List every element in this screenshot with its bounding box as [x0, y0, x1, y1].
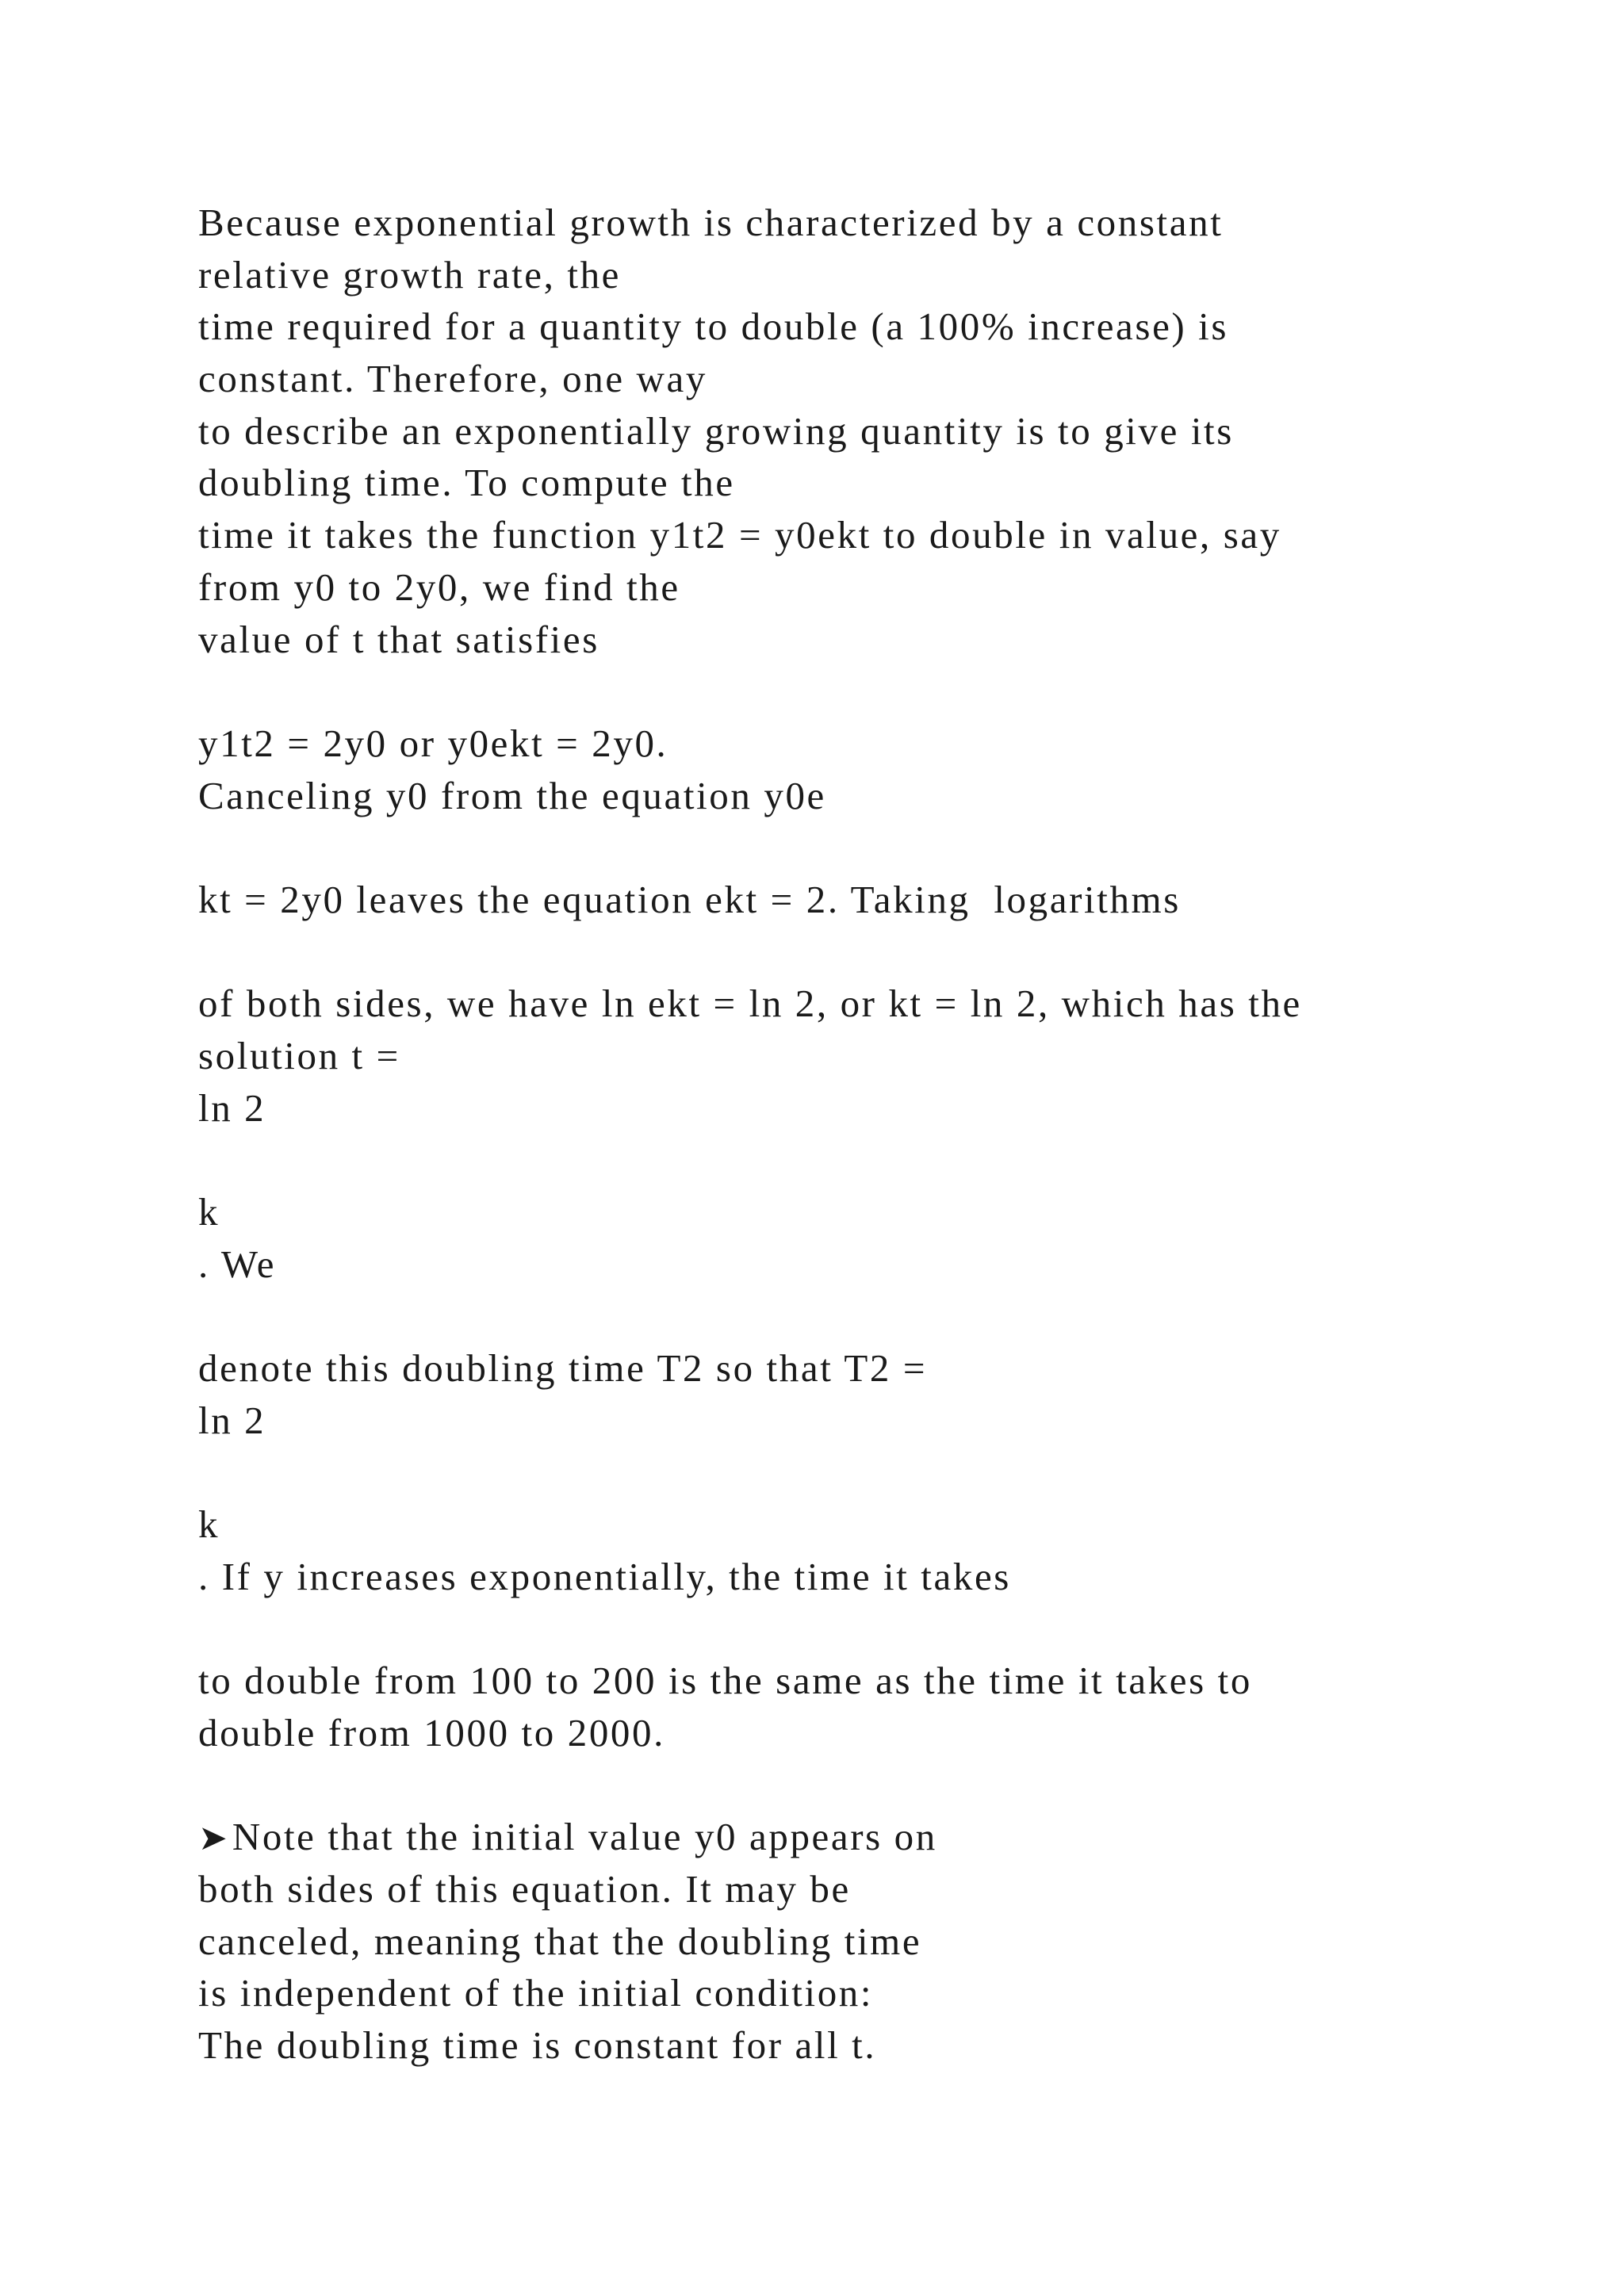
blank-line [198, 1759, 1546, 1812]
text-line [198, 1186, 1546, 1238]
blank-line [198, 821, 1546, 874]
line-text: . We [198, 1242, 277, 1286]
line-text: value of t that satisfies [198, 617, 599, 661]
text-line [198, 561, 1546, 614]
text-line [198, 353, 1546, 405]
text-line [198, 1551, 1546, 1603]
line-text: k [198, 1190, 220, 1234]
blank-line [198, 1134, 1546, 1186]
line-text: constant. Therefore, one way [198, 357, 707, 401]
line-text: time it takes the function y1t2 = y0ekt to double in value, say [198, 513, 1281, 557]
line-text: doubling time. To compute the [198, 461, 735, 505]
line-text: to double from 100 to 200 is the same as the time it takes to [198, 1659, 1252, 1703]
line-text: time required for a quantity to double (a 100% increase) is [198, 304, 1229, 349]
arrow-bullet-icon: ➤ [198, 1818, 228, 1859]
text-line [198, 1238, 1546, 1291]
line-text: Canceling y0 from the equation y0e [198, 773, 826, 817]
line-text: Note that the initial value y0 appears on [232, 1815, 937, 1859]
line-text: y1t2 = 2y0 or y0ekt = 2y0. [198, 721, 668, 765]
text-line [198, 1863, 1546, 1915]
line-text: . If y increases exponentially, the time it takes [198, 1554, 1011, 1598]
line-text: denote this doubling time T2 so that T2 = [198, 1346, 928, 1391]
line-text: k [198, 1502, 220, 1547]
blank-line [198, 665, 1546, 718]
text-line [198, 1395, 1546, 1447]
text-line [198, 874, 1546, 926]
line-text: ln 2 [198, 1085, 266, 1130]
text-line [198, 1707, 1546, 1759]
text-line [198, 1342, 1546, 1395]
line-text: of both sides, we have ln ekt = ln 2, or kt = ln 2, which has the [198, 982, 1302, 1026]
text-line [198, 770, 1546, 822]
line-text: kt = 2y0 leaves the equation ekt = 2. Taking logarithms [198, 877, 1181, 921]
line-text: is independent of the initial condition: [198, 1971, 874, 2015]
line-text: The doubling time is constant for all t. [198, 2023, 877, 2068]
document-text [198, 197, 1546, 2072]
blank-line [198, 926, 1546, 978]
text-line [198, 249, 1546, 301]
text-line [198, 405, 1546, 457]
text-line [198, 197, 1546, 249]
text-line [198, 1655, 1546, 1707]
text-line [198, 718, 1546, 770]
line-text: Because exponential growth is characterized by a constant [198, 201, 1224, 244]
text-line [198, 1915, 1546, 1968]
text-line [198, 978, 1546, 1030]
blank-line [198, 1290, 1546, 1342]
text-line [198, 300, 1546, 353]
blank-line [198, 1603, 1546, 1655]
text-line [198, 2019, 1546, 2072]
line-text: both sides of this equation. It may be [198, 1867, 851, 1911]
blank-line [198, 1447, 1546, 1499]
text-line [198, 1030, 1546, 1082]
text-line [198, 1811, 1546, 1863]
line-text: from y0 to 2y0, we find the [198, 564, 680, 609]
line-text: ln 2 [198, 1398, 266, 1442]
line-text: canceled, meaning that the doubling time [198, 1919, 922, 1963]
line-text: relative growth rate, the [198, 252, 622, 297]
line-text: to describe an exponentially growing quantity is to give its [198, 408, 1234, 453]
line-text: solution t = [198, 1034, 400, 1077]
text-line [198, 509, 1546, 561]
text-line [198, 614, 1546, 666]
text-line [198, 1498, 1546, 1551]
text-line [198, 1082, 1546, 1135]
text-line [198, 1967, 1546, 2019]
text-line [198, 457, 1546, 509]
line-text: double from 1000 to 2000. [198, 1710, 665, 1755]
